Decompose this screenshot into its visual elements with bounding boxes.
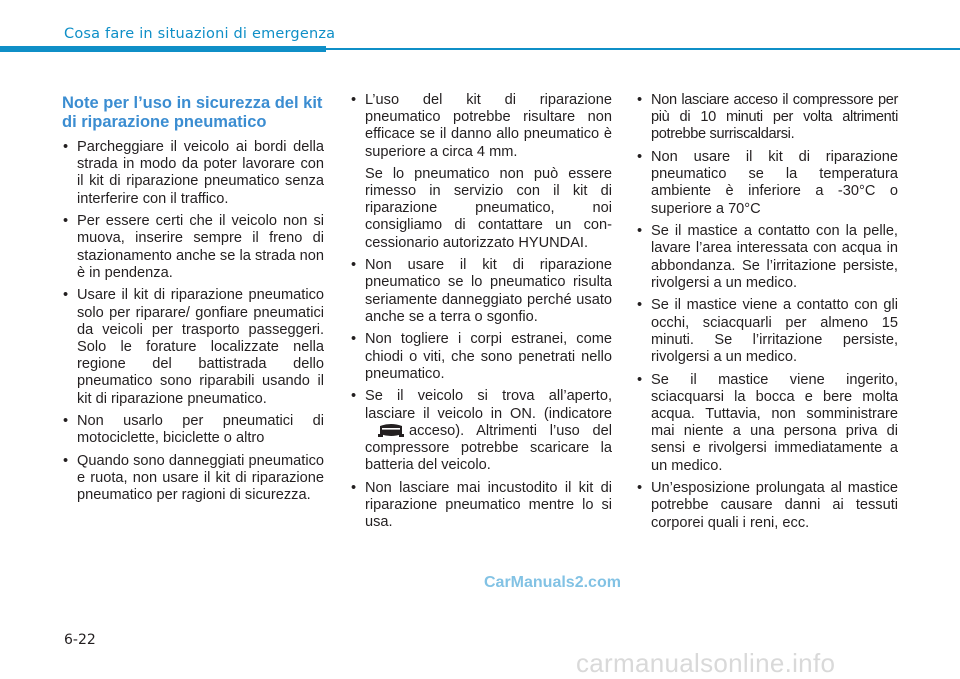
list-item — [350, 92, 612, 252]
list-item: • Per essere certi che il veicolo non si muova, inserire sempre il freno di stazionamento anche se la strada non è in pendenza. — [62, 213, 324, 282]
list-item: • Se il mastice viene ingerito, sciacquarsi la bocca e bere molta acqua. Tuttavia, non somministrare mai niente a una persona priva di sensi e rivolgersi immediatamente a un medico. — [636, 372, 898, 475]
list-item: • Non usare il kit di riparazione pneumatico se lo pneumatico risulta seriamente danneggiato perché usato anche se a terra o sgonfio. — [350, 257, 612, 326]
list-item: • Usare il kit di riparazione pneumatico solo per riparare/ gonfiare pneumatici da veicoli per trasporto passeggeri. Solo le forature localizzate nella regione del battistrada dello pneumatico sono riparabili usando il kit di riparazione pneumatico. — [62, 287, 324, 407]
list-item: • Non lasciare acceso il compressore per più di 10 minuti per volta altrimenti potrebbe surriscaldarsi. — [636, 92, 898, 144]
list-item: • Non usare il kit di riparazione pneumatico se la temperatura ambiente è inferiore a -30°C o superiore a 70°C — [636, 149, 898, 218]
list-item — [350, 388, 612, 474]
column-2 — [350, 92, 612, 537]
watermark-link[interactable]: CarManuals2.com — [484, 574, 621, 591]
header-rule-thick — [0, 46, 326, 52]
watermark-footer: carmanualsonline.info — [576, 648, 836, 678]
bullet-list-col1 — [62, 139, 324, 505]
list-item: • Un’esposizione prolungata al mastice potrebbe causare danni ai tessuti corporei quali i reni, ecc. — [636, 480, 898, 532]
section-title: Note per l’uso in sicurezza del kit di riparazione pneumatico — [62, 94, 323, 131]
page-number: 6-22 — [64, 632, 96, 648]
list-item-subparagraph: Se lo pneumatico non può essere rimesso in servizio con il kit di riparazione pneumatico, noi consigliamo di contattare un con-cessionario autorizzato HYUNDAI. — [365, 165, 612, 251]
header-rule-thin — [326, 48, 960, 50]
list-item: • Non usarlo per pneumatici di motociclette, biciclette o altro — [62, 413, 324, 447]
list-item-text: Se il veicolo si trova all’aperto, lasciare il veicolo in ON. (indicatore — [365, 388, 612, 422]
column-3 — [636, 92, 898, 537]
battery-warning-icon — [377, 423, 405, 437]
list-item: • Non lasciare mai incustodito il kit di riparazione pneumatico mentre lo si usa. — [350, 480, 612, 532]
list-item: • Non togliere i corpi estranei, come chiodi o viti, che sono penetrati nello pneumatico. — [350, 331, 612, 383]
section-header-title: Cosa fare in situazioni di emergenza — [64, 26, 336, 42]
list-item: • Parcheggiare il veicolo ai bordi della strada in modo da poter lavorare con il kit di riparazione pneumatico senza interferire con il traffico. — [62, 139, 324, 208]
bullet-list-col3 — [636, 92, 898, 532]
column-1 — [62, 92, 324, 510]
list-item: • Se il mastice viene a contatto con gli occhi, sciacquarli per almeno 15 minuti. Se l’irritazione persiste, rivolgersi a un medico. — [636, 297, 898, 366]
list-item: • Se il mastice a contatto con la pelle, lavare l’area interessata con acqua in abbondanza. Se l’irritazione persiste, rivolgersi a un medico. — [636, 223, 898, 292]
list-item-text: L’uso del kit di riparazione pneumatico potrebbe risultare non efficace se il danno allo pneumatico è superiore a circa 4 mm. — [365, 92, 612, 160]
bullet-list-col2 — [350, 92, 612, 531]
list-item-text: acceso). Altrimenti l’uso del compressore potrebbe scaricare la batteria del veicolo. — [365, 422, 612, 474]
list-item: • Quando sono danneggiati pneumatico e ruota, non usare il kit di riparazione pneumatico per ragioni di sicurezza. — [62, 453, 324, 505]
